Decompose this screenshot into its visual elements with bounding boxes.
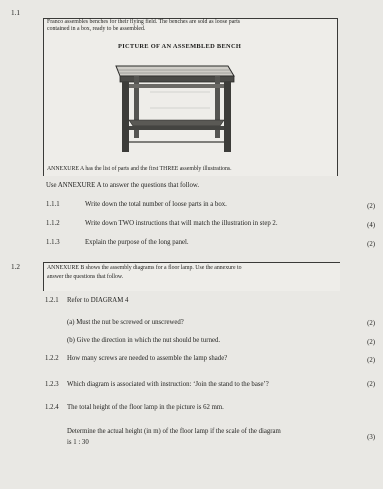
q121-number: 1.2.1 [45,297,59,304]
q113-text: Explain the purpose of the long panel. [85,239,189,246]
q123-marks: (2) [367,381,375,388]
q112-text: Write down TWO instructions that will match the illustration in step 2. [85,220,278,227]
q124-sub-line-1: Determine the actual height (in m) of the floor lamp if the scale of the diagram [67,428,281,435]
q122-number: 1.2.2 [45,355,59,362]
q121-text: Refer to DIAGRAM 4 [67,297,129,304]
lamp-intro-line-2: answer the questions that follow. [47,274,124,280]
q123-number: 1.2.3 [45,381,59,388]
q112-number: 1.1.2 [46,220,60,227]
q111-number: 1.1.1 [46,201,60,208]
q121b-text: (b) Give the direction in which the nut should be turned. [67,337,221,344]
q111-marks: (2) [367,203,375,210]
q121a-text: (a) Must the nut be screwed or unscrewed? [67,319,184,326]
q122-marks: (2) [367,357,375,364]
q113-number: 1.1.3 [46,239,60,246]
bench-picture [110,58,238,158]
q121a-marks: (2) [367,320,375,327]
instruction-text: Use ANNEXURE A to answer the questions that follow. [46,182,200,189]
intro-text-line-1: Franco assembles benches for their flying field. The benches are sold as loose parts [47,19,241,25]
bench-illustration [110,58,238,158]
q124-number: 1.2.4 [45,404,59,411]
intro-text-line-2: contained in a box, ready to be assembled. [47,26,146,32]
q124-text: The total height of the floor lamp in the picture is 62 mm. [67,404,224,411]
q113-marks: (2) [367,241,375,248]
q122-text: How many screws are needed to assemble the lamp shade? [67,355,228,362]
lamp-intro-line-1: ANNEXURE B shows the assembly diagrams for a floor lamp. Use the annexure to [47,265,242,271]
picture-title: PICTURE OF AN ASSEMBLED BENCH [118,43,242,50]
q112-marks: (4) [367,222,375,229]
q121b-marks: (2) [367,339,375,346]
q124-sub-line-2: is 1 : 30 [67,439,89,446]
q111-text: Write down the total number of loose parts in a box. [85,201,227,208]
q123-text: Which diagram is associated with instruction: ‘Join the stand to the base’? [67,381,269,388]
annexure-a-line: ANNEXURE A has the list of parts and the first THREE assembly illustrations. [47,166,232,172]
question-number-1-2: 1.2 [11,263,20,271]
question-number-1-1: 1.1 [11,9,20,17]
q124-marks: (3) [367,434,375,441]
